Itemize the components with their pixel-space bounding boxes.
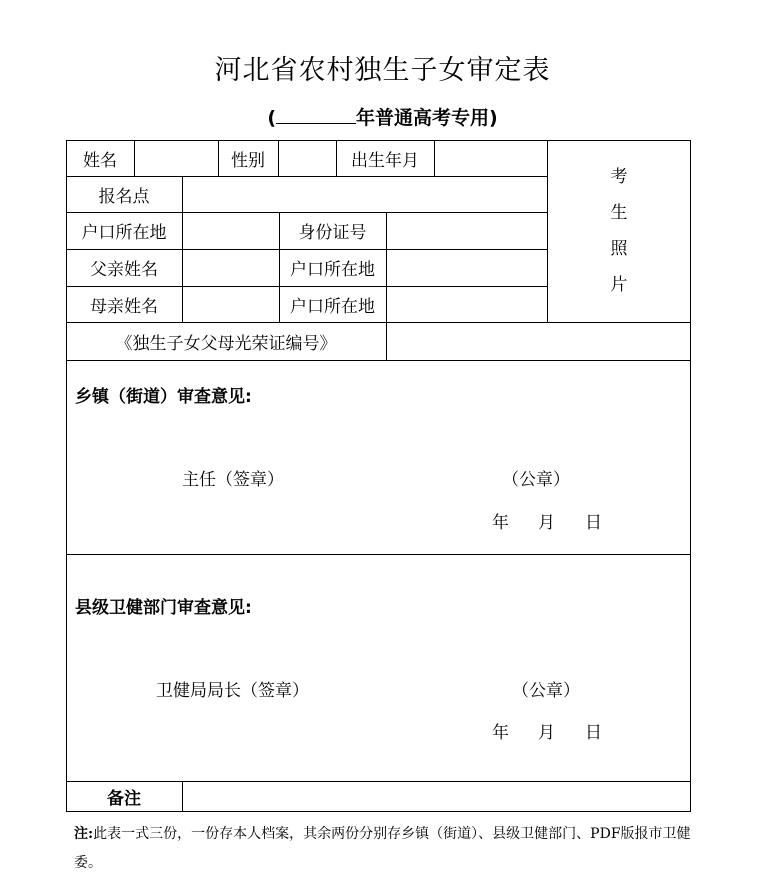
row-line [66, 554, 691, 555]
subtitle-text: 年普通高考专用) [356, 107, 498, 129]
remarks-field[interactable] [183, 782, 690, 811]
township-review-heading: 乡镇（街道）审查意见: [75, 386, 252, 407]
father-name-field[interactable] [183, 250, 278, 285]
county-review-heading: 县级卫健部门审查意见: [75, 597, 252, 618]
mother-name-label: 母亲姓名 [90, 297, 158, 317]
id-number-field[interactable] [387, 213, 546, 248]
gender-label: 性别 [231, 151, 265, 171]
mother-hukou-label: 户口所在地 [290, 297, 375, 317]
mother-name-field[interactable] [183, 287, 278, 322]
photo-char: 片 [610, 275, 628, 295]
county-official-seal: （公章） [512, 680, 580, 701]
registration-site-field[interactable] [183, 177, 546, 211]
birth-date-label: 出生年月 [351, 151, 419, 171]
subtitle-open-paren: ( [267, 107, 276, 129]
county-month-label: 月 [538, 722, 555, 743]
father-name-label: 父亲姓名 [90, 260, 158, 280]
remarks-label: 备注 [107, 788, 141, 809]
father-hukou-field[interactable] [387, 250, 546, 285]
father-hukou-label: 户口所在地 [290, 260, 375, 280]
honor-cert-field[interactable] [387, 323, 690, 360]
county-day-label: 日 [585, 722, 602, 743]
photo-char: 照 [610, 239, 628, 259]
footnote [74, 820, 694, 878]
year-blank-field[interactable] [276, 105, 356, 124]
id-number-label: 身份证号 [298, 223, 367, 243]
gender-field[interactable] [279, 141, 335, 176]
row-line [66, 360, 691, 361]
photo-char: 考 [610, 167, 628, 187]
mother-hukou-field[interactable] [387, 287, 546, 322]
student-photo-area[interactable] [547, 140, 691, 322]
form-title: 河北省农村独生子女审定表 [214, 55, 551, 86]
honor-cert-label: 《独生子女父母光荣证编号》 [115, 333, 337, 354]
township-official-seal: （公章） [502, 469, 570, 490]
footnote-text: 此表一式三份，一份存本人档案，其余两份分别存乡镇（街道）、县级卫健部门、PDF版报市卫健委。 [74, 826, 691, 871]
hukou-label: 户口所在地 [81, 223, 167, 243]
form-subtitle [0, 103, 765, 130]
county-director-sign: 卫健局局长（签章） [156, 680, 309, 701]
township-year-label: 年 [492, 512, 509, 533]
footnote-prefix: 注: [74, 826, 94, 842]
township-director-sign: 主任（签章） [182, 469, 284, 490]
name-field[interactable] [135, 141, 217, 176]
birth-date-field[interactable] [435, 141, 546, 176]
county-year-label: 年 [492, 722, 509, 743]
name-label: 姓名 [83, 151, 117, 171]
photo-char: 生 [610, 203, 628, 223]
hukou-field[interactable] [183, 213, 278, 248]
table-border-bottom [66, 811, 691, 812]
township-day-label: 日 [585, 512, 602, 533]
registration-site-label: 报名点 [98, 186, 150, 207]
township-month-label: 月 [538, 512, 555, 533]
